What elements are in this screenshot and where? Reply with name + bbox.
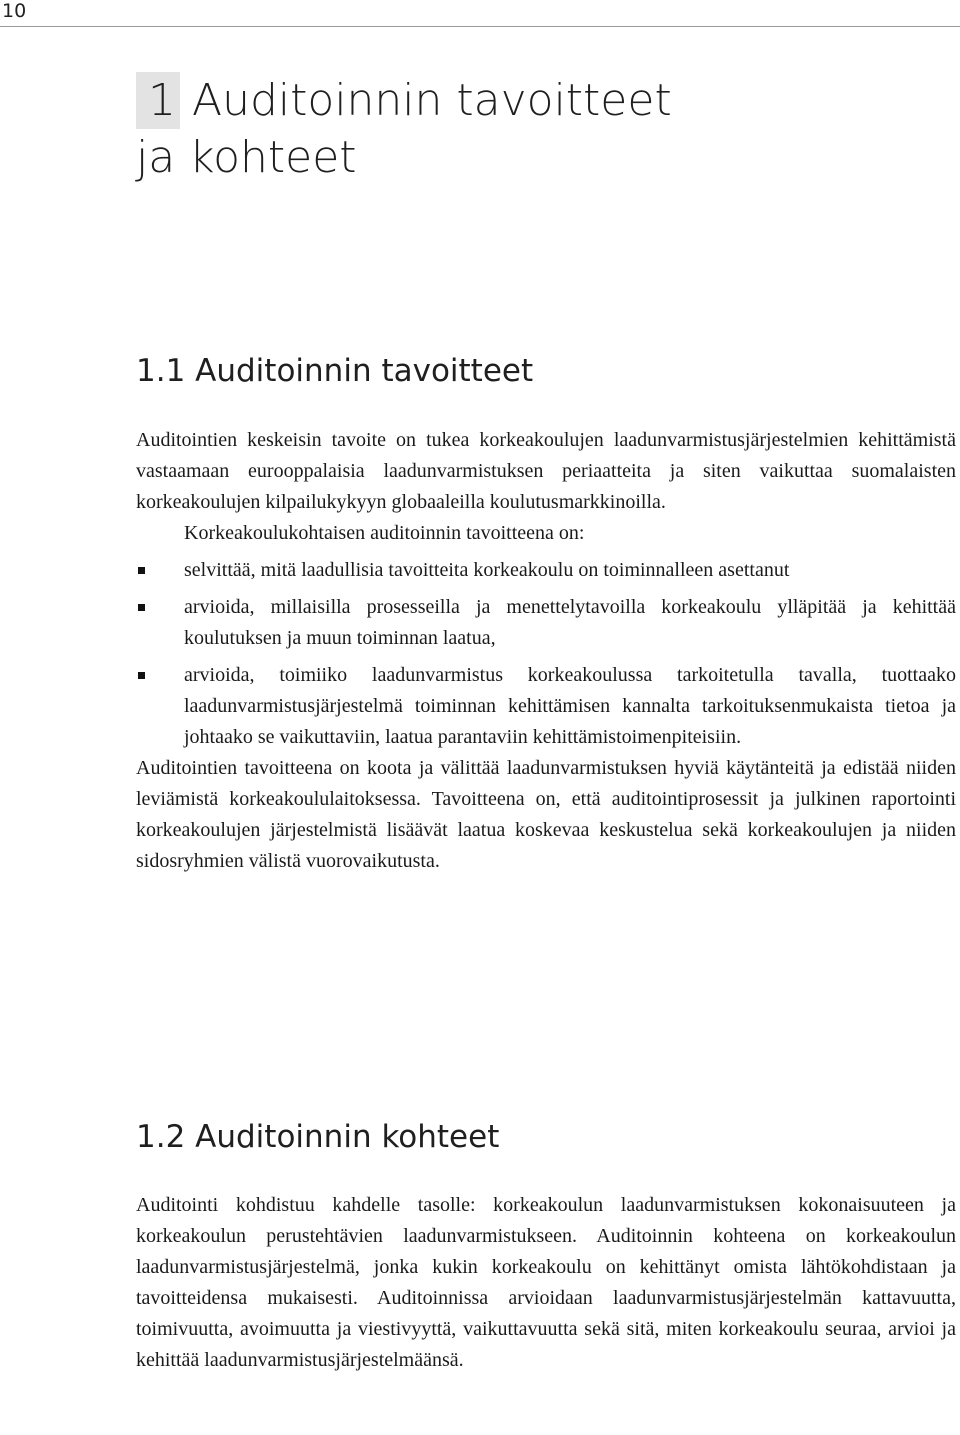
objectives-list [136, 555, 956, 753]
section-1-2-body [136, 1190, 956, 1376]
section-1-2-paragraph-1: Auditointi kohdistuu kahdelle tasolle: korkeakoulun laadunvarmistuksen kokonaisuuteen ja korkeakoulun perustehtävien laadunvarmistukseen. Auditoinnin kohteena on korkeakoulun laadunvarmistusjärjestelmä, jonka kukin korkeakoulu on kehittänyt omista lähtökohdistaan ja tavoitteidensa mukaisesti. Auditoinnissa arvioidaan laadunvarmistusjärjestelmän kattavuutta, toimivuutta, avoimuutta ja viestivyyttä, vaikuttavuutta sekä sitä, miten korkeakoulu seuraa, arvioi ja kehittää laadunvarmistusjärjestelmäänsä. [136, 1194, 956, 1371]
section-1-1-paragraph-1: Auditointien keskeisin tavoite on tukea korkeakoulujen laadunvarmistusjärjestelmien kehittämistä vastaamaan eurooppalaisia laadunvarmistuksen periaatteita ja siten vaikuttaa suomalaisten korkeakoulujen kilpailukykyyn globaaleilla koulutusmarkkinoilla. [136, 429, 956, 513]
page-number: 10 [2, 0, 27, 22]
list-item [136, 660, 956, 753]
square-bullet-icon [138, 604, 145, 611]
header-rule [0, 26, 960, 27]
chapter-title-line1: Auditoinnin tavoitteet [192, 75, 672, 126]
list-item-text: arvioida, toimiiko laadunvarmistus korkeakoulussa tarkoitetulla tavalla, tuottaako laadunvarmistusjärjestelmä toiminnan kehittämisen kannalta tarkoituksenmukaista tietoa ja johtaako se vaikuttaviin, laatua parantaviin kehittämistoimenpiteisiin. [184, 664, 956, 748]
list-item [136, 592, 956, 654]
square-bullet-icon [138, 672, 145, 679]
chapter-number: 1 [136, 72, 180, 129]
list-item-text: arvioida, millaisilla prosesseilla ja menettelytavoilla korkeakoulu ylläpitää ja kehittää koulutuksen ja muun toiminnan laatua, [184, 596, 956, 649]
square-bullet-icon [138, 567, 145, 574]
section-1-1-body [136, 425, 956, 877]
chapter-title [136, 72, 896, 186]
section-heading-1-1: 1.1 Auditoinnin tavoitteet [136, 353, 534, 389]
section-heading-1-2: 1.2 Auditoinnin kohteet [136, 1119, 500, 1155]
section-1-1-paragraph-2: Auditointien tavoitteena on koota ja välittää laadunvarmistuksen hyviä käytänteitä ja edistää niiden leviämistä korkeakoululaitoksessa. Tavoitteena on, että auditointiprosessit ja julkinen raportointi korkeakoulujen järjestelmistä lisäävät laatua koskevaa keskustelua sekä korkeakoulujen ja niiden sidosryhmien välistä vuorovaikutusta. [136, 757, 956, 872]
chapter-title-line2: ja kohteet [136, 132, 357, 183]
list-item-text: selvittää, mitä laadullisia tavoitteita korkeakoulu on toiminnalleen asettanut [184, 559, 790, 581]
section-1-1-list-intro: Korkeakoulukohtaisen auditoinnin tavoitteena on: [184, 522, 585, 544]
list-item [136, 555, 956, 586]
